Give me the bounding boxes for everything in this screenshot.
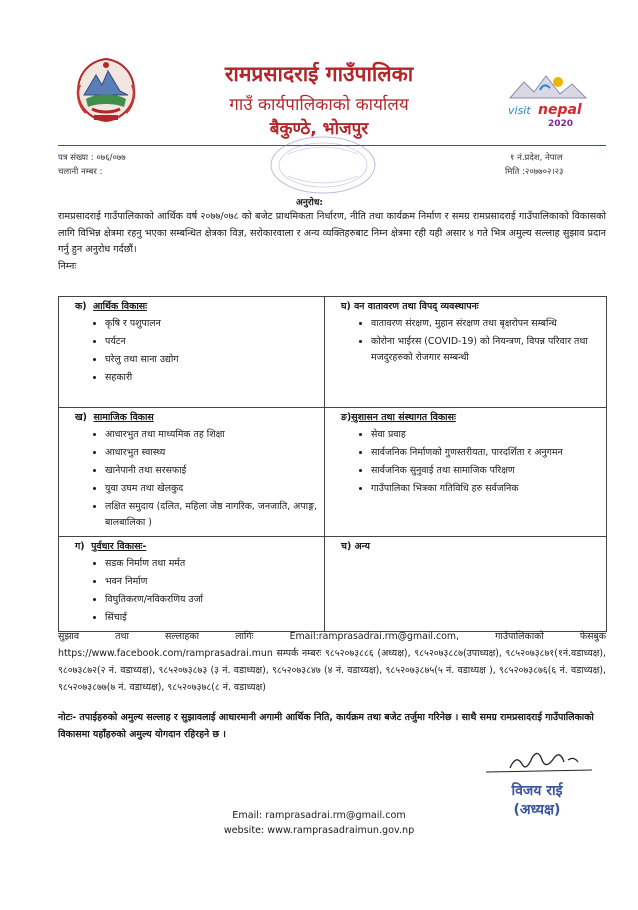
dispatch-number: चलानी नम्बर : bbox=[58, 167, 103, 177]
list-item: • विघुतिकरण/नविकरणिय उर्जा bbox=[105, 592, 318, 608]
list-item: • आधारभुत स्वास्थ्य bbox=[105, 445, 318, 461]
letter-number: पत्र संख्या : ०७६/०७७ bbox=[58, 153, 126, 163]
footer bbox=[0, 808, 638, 838]
footer-email: Email: ramprasadrai.rm@gmail.com bbox=[232, 810, 406, 821]
contact-paragraph: सुझाव तथा सल्लाहका लागिः Email:ramprasadrai.rm@gmail.com, गाउँपालिकाको फेसबुक https://www.facebook.com/ramprasadrai.mun सम्पर्क नम्बरः ९८५२०७३८८६ (अध्यक्ष), ९८५२०७३८८७(उपाध्यक्ष), ९८५२०७३८७१(१नं.वडाध्यक्ष), ९८०७३८७२(२ नं. वडाध्यक्ष), ९८५२०७३८७३ (३ नं. वडाध्यक्ष), ९८५२०७३८४७ (४ नं. वडाध्यक्ष), ९८५२०७३८७५(५ नं. वडाध्यक्ष ), ९८५२०७३८७६(६ नं. वडाध्यक्ष), ९८५२०७३८७७(७ नं. वडाध्यक्ष), ९८५२०७३७८(८ नं. वडाध्यक्ष) bbox=[58, 631, 606, 693]
subject-heading: अनुरोध: bbox=[296, 198, 324, 208]
list-item: • सेवा प्रवाह bbox=[371, 427, 600, 443]
svg-text:visit: visit bbox=[508, 104, 531, 117]
list-item: • पर्यटन bbox=[105, 334, 318, 350]
section-title: अन्य bbox=[354, 541, 370, 552]
list-item: • सहकारी bbox=[105, 370, 318, 386]
development-areas-table bbox=[58, 296, 607, 632]
section-label: च) bbox=[341, 541, 352, 552]
office-name: गाउँ कार्यपालिकाको कार्यालय bbox=[229, 95, 409, 115]
section-label: क) bbox=[75, 301, 87, 312]
svg-text:nepal: nepal bbox=[538, 102, 582, 118]
note-paragraph: नोटः- तपाईहरुको अमुल्य सल्लाह र सुझावलाई आधारमानी अगामी आर्थिक निति, कार्यक्रम तथा बजेट तर्जुमा गरिनेछ । साथै समग्र रामप्रसादराई गाउँपालिकाको विकासमा यहाँहरुको अमुल्य योगदान रहिरहने छ । bbox=[58, 712, 594, 740]
section-other bbox=[325, 537, 607, 632]
section-label: ग) bbox=[75, 541, 85, 552]
section-label: ङ) bbox=[341, 412, 352, 423]
section-environment bbox=[325, 297, 607, 408]
list-item: • आधारभुत तथा माध्यमिक तह शिक्षा bbox=[105, 427, 318, 443]
list-item: • सडक निर्माण तथा मर्मत bbox=[105, 556, 318, 572]
signer-name: विजय राई bbox=[511, 783, 563, 799]
list-item: • युवा उघम तथा खेलकुद bbox=[105, 481, 318, 497]
section-title: पुर्वधार विकासः- bbox=[91, 541, 147, 552]
list-item: • सिंचाई bbox=[105, 610, 318, 626]
org-name: रामप्रसादराई गाउँपालिका bbox=[224, 62, 414, 86]
section-label: ख) bbox=[75, 412, 87, 423]
intro-text: रामप्रसादराई गाउँपालिकाको आर्थिक वर्ष २०७७/०७८ को बजेट प्राथमिकता निर्धारण, नीति तथा कार्यक्रम निर्माण र समग्र रामप्रसादराई गाउँपालिकाको विकासको लागि विभिन्न क्षेत्रमा रहनु भएका सम्बन्धित क्षेत्रका विज्ञ, सरोकारवाला र अन्य व्यक्तिहरुबाट निम्न क्षेत्रमा रही यही असार ४ गते भित्र अमुल्य सल्लाह सुझाव प्रदान गर्नु हुन अनुरोध गर्दछौं। bbox=[58, 211, 606, 255]
list-item: • घरेलु तथा साना उद्योग bbox=[105, 352, 318, 368]
intro-paragraph bbox=[58, 209, 606, 275]
list-item: • खानेपानी तथा सरसफाई bbox=[105, 463, 318, 479]
list-item: • वातावरण संरक्षण, मुहान संरक्षण तथा बृक्षरोपन सम्बन्धि bbox=[371, 316, 600, 332]
section-economic bbox=[59, 297, 325, 408]
section-title: आर्थिक विकासः bbox=[93, 301, 147, 312]
list-item: • कृषि र पशुपालन bbox=[105, 316, 318, 332]
intro-tail: निम्नः bbox=[58, 260, 77, 272]
list-item: • गाउँपालिका भित्रका गतिविधि हरु सर्वजनिक bbox=[371, 481, 600, 497]
list-item: • सार्वजनिक सुनुवाई तथा सामाजिक परिक्षण bbox=[371, 463, 600, 479]
footer-website: website: www.ramprasadraimun.gov.np bbox=[223, 825, 415, 836]
section-social bbox=[59, 408, 325, 537]
letter-date: मिति :२०७७०२।२३ bbox=[505, 167, 564, 177]
handwritten-signature bbox=[480, 750, 600, 780]
list-item: • लक्षित समुदाय (दलित, महिला जेष्ठ नागरिक, जनजाति, अपाङ्ग, बालबालिका ) bbox=[105, 499, 318, 531]
section-title: वन वातावरण तथा विपद् व्यवस्थापनः bbox=[354, 301, 479, 312]
table-row bbox=[59, 297, 607, 408]
section-title: सुशासन तथा संस्थागत विकासः bbox=[351, 412, 456, 423]
list-item: • सार्वजनिक निर्माणको गुणस्तरीयता, पारदर्शिता र अनुगमन bbox=[371, 445, 600, 461]
section-governance bbox=[325, 408, 607, 537]
signer-title: (अध्यक्ष) bbox=[513, 802, 561, 818]
table-row bbox=[59, 537, 607, 632]
office-stamp bbox=[268, 134, 378, 196]
office-location: बैकुण्ठे, भोजपुर bbox=[269, 119, 369, 139]
province-label: १ नं.प्रदेश, नेपाल bbox=[510, 153, 563, 163]
section-title: सामाजिक विकास bbox=[93, 412, 154, 423]
list-item: • कोरोना भाईरस (COVID-19) को नियन्त्रण, विपन्न परिवार तथा मजदुरहरुको रोजगार सम्बन्धी bbox=[371, 334, 600, 366]
list-item: • भवन निर्माण bbox=[105, 574, 318, 590]
svg-text:2020: 2020 bbox=[548, 119, 574, 129]
table-row bbox=[59, 408, 607, 537]
section-label: घ) bbox=[341, 301, 351, 312]
section-infrastructure bbox=[59, 537, 325, 632]
